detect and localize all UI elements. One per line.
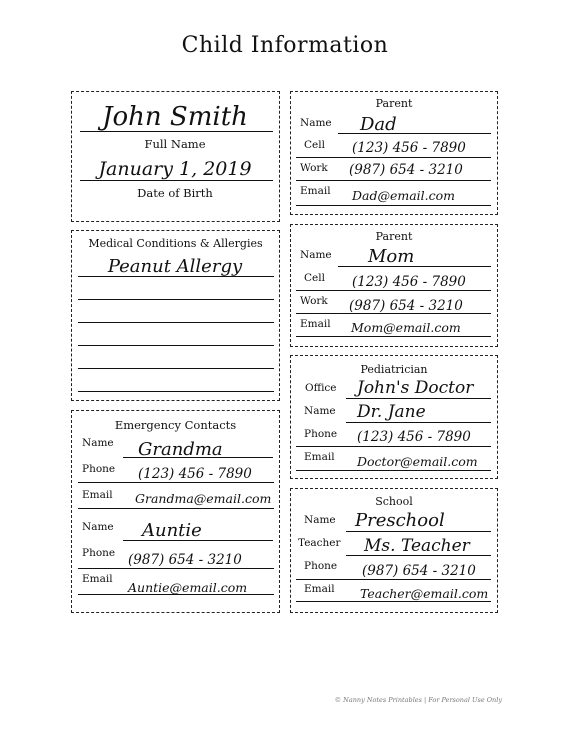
contact-name-value[interactable]: Grandma [138, 439, 223, 460]
school-name-label: Name [304, 514, 336, 526]
parent-name-line [338, 133, 491, 134]
parent-cell-value[interactable]: (123) 456 - 7890 [352, 274, 466, 290]
contact-phone-value[interactable]: (123) 456 - 7890 [138, 466, 252, 482]
parent-work-line [296, 180, 491, 181]
full-name-label: Full Name [144, 137, 206, 151]
contact-email-label: Email [82, 489, 113, 501]
medical-line [78, 299, 274, 300]
child-date-of-birth[interactable]: January 1, 2019 [98, 158, 252, 180]
parent-work-label: Work [300, 295, 328, 307]
school-teacher-value[interactable]: Ms. Teacher [364, 536, 470, 556]
parent-name-line [338, 266, 491, 267]
contact-name-label: Name [82, 521, 114, 533]
medical-condition-value[interactable]: Peanut Allergy [107, 256, 243, 277]
contact-name-line [123, 457, 273, 458]
emergency-heading: Emergency Contacts [114, 418, 237, 432]
page-title: Child Information [181, 33, 389, 58]
pediatrician-name-value[interactable]: Dr. Jane [357, 402, 426, 422]
parent-heading: Parent [375, 97, 413, 110]
contact-phone-value[interactable]: (987) 654 - 3210 [128, 552, 242, 568]
parent-cell-label: Cell [304, 272, 325, 284]
contact-email-value[interactable]: Auntie@email.com [128, 580, 248, 595]
contact-email-label: Email [82, 573, 113, 585]
pediatrician-name-line [346, 422, 491, 423]
school-email-value[interactable]: Teacher@email.com [360, 586, 489, 601]
parent-email-line [296, 336, 491, 337]
parent-name-label: Name [300, 117, 332, 129]
pediatrician-phone-label: Phone [304, 428, 338, 440]
pediatrician-phone-value[interactable]: (123) 456 - 7890 [357, 429, 471, 445]
school-phone-line [296, 579, 491, 580]
parent-email-line [296, 205, 491, 206]
medical-line [78, 368, 274, 369]
parent-work-line [296, 313, 491, 314]
school-phone-value[interactable]: (987) 654 - 3210 [362, 563, 476, 579]
parent-name-value[interactable]: Dad [360, 114, 397, 135]
pediatrician-heading: Pediatrician [360, 363, 428, 376]
medical-line [78, 322, 274, 323]
pediatrician-office-label: Office [305, 382, 337, 394]
pediatrician-office-line [346, 398, 491, 399]
contact-name-line [123, 540, 273, 541]
medical-heading: Medical Conditions & Allergies [88, 237, 263, 250]
contact-email-value[interactable]: Grandma@email.com [135, 491, 272, 506]
parent-name-label: Name [300, 249, 332, 261]
contact-name-label: Name [82, 437, 114, 449]
school-phone-label: Phone [304, 560, 338, 572]
pediatrician-phone-line [296, 446, 491, 447]
medical-line [78, 391, 274, 392]
school-name-value[interactable]: Preschool [355, 510, 445, 531]
parent-name-value[interactable]: Mom [368, 246, 415, 267]
parent-work-label: Work [300, 162, 328, 174]
copyright-footer: © Nanny Notes Printables | For Personal Use Only [334, 696, 502, 704]
contact-phone-label: Phone [82, 463, 116, 475]
contact-phone-label: Phone [82, 547, 116, 559]
dob-label: Date of Birth [137, 186, 213, 200]
school-teacher-label: Teacher [298, 537, 341, 549]
pediatrician-email-label: Email [304, 451, 335, 463]
pediatrician-email-line [296, 470, 491, 471]
school-email-label: Email [304, 583, 335, 595]
parent-work-value[interactable]: (987) 654 - 3210 [349, 162, 463, 178]
school-teacher-line [346, 555, 491, 556]
parent-cell-label: Cell [304, 139, 325, 151]
parent-cell-line [296, 157, 491, 158]
medical-line [78, 345, 274, 346]
dob-line [80, 180, 273, 181]
parent-email-value[interactable]: Mom@email.com [351, 320, 461, 335]
school-heading: School [375, 495, 413, 508]
parent-heading: Parent [375, 230, 413, 243]
child-full-name[interactable]: John Smith [102, 102, 248, 132]
pediatrician-name-label: Name [304, 405, 336, 417]
pediatrician-email-value[interactable]: Doctor@email.com [357, 454, 478, 469]
contact-phone-line [78, 482, 274, 483]
contact-email-line [78, 594, 274, 595]
parent-work-value[interactable]: (987) 654 - 3210 [349, 298, 463, 314]
contact-email-line [78, 508, 274, 509]
full-name-line [80, 131, 273, 132]
school-email-line [296, 601, 491, 602]
school-name-line [346, 531, 491, 532]
parent-email-value[interactable]: Dad@email.com [352, 188, 456, 203]
medical-line [78, 276, 274, 277]
pediatrician-office-value[interactable]: John's Doctor [357, 378, 474, 398]
parent-email-label: Email [300, 185, 331, 197]
parent-cell-line [296, 290, 491, 291]
parent-cell-value[interactable]: (123) 456 - 7890 [352, 140, 466, 156]
contact-name-value[interactable]: Auntie [142, 520, 202, 541]
contact-phone-line [78, 568, 274, 569]
parent-email-label: Email [300, 318, 331, 330]
